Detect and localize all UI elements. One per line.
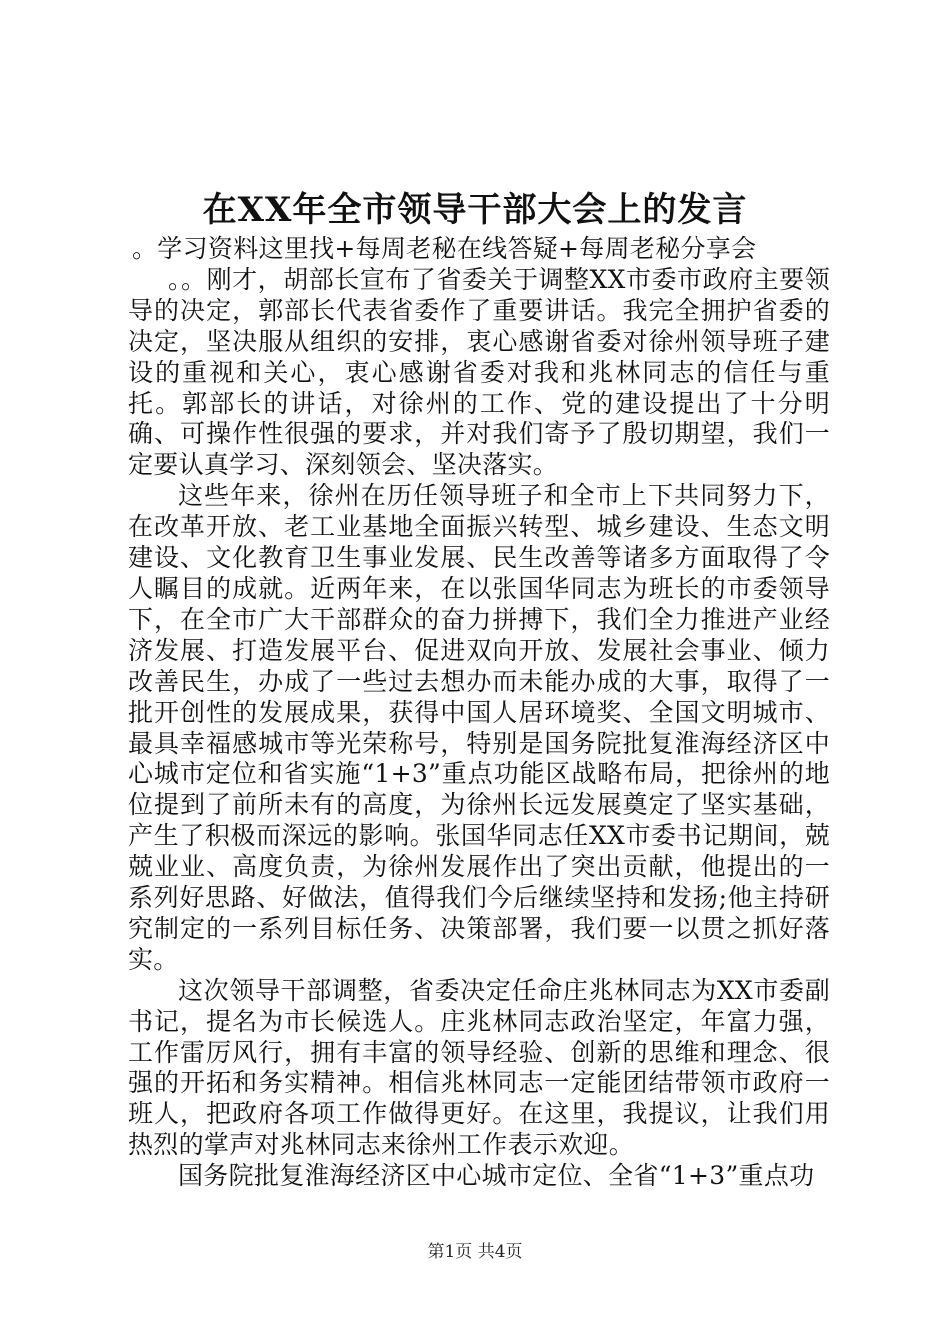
paragraph-1: 。。刚才，胡部长宣布了省委关于调整XX市委市政府主要领导的决定，郭部长代表省委作了重要讲话。我完全拥护省委的决定，坚决服从组织的安排，衷心感谢省委对徐州领导班子建设的重视和关心，衷心感谢省委对我和兆林同志的信任与重托。郭部长的讲话，对徐州的工作、党的建设提出了十分明确、可操作性很强的要求，并对我们寄予了殷切期望，我们一定要认真学习、深刻领会、坚决落实。 [128, 264, 830, 480]
paragraph-intro: 。学习资料这里找+每周老秘在线答疑+每周老秘分享会 [132, 234, 757, 263]
page-number-footer: 第1页 共4页 [427, 1242, 523, 1262]
document-body [128, 234, 830, 1192]
paragraph-3: 这次领导干部调整，省委决定任命庄兆林同志为XX市委副书记，提名为市长候选人。庄兆林同志政治坚定，年富力强，工作雷厉风行，拥有丰富的领导经验、创新的思维和理念、很强的开拓和务实精神。相信兆林同志一定能团结带领市政府一班人，把政府各项工作做得更好。在这里，我提议，让我们用热烈的掌声对兆林同志来徐州工作表示欢迎。 [128, 975, 830, 1160]
paragraph-2: 这些年来，徐州在历任领导班子和全市上下共同努力下，在改革开放、老工业基地全面振兴转型、城乡建设、生态文明建设、文化教育卫生事业发展、民生改善等诸多方面取得了令人瞩目的成就。近两年来，在以张国华同志为班长的市委领导下，在全市广大干部群众的奋力拼搏下，我们全力推进产业经济发展、打造发展平台、促进双向开放、发展社会事业、倾力改善民生，办成了一些过去想办而未能办成的大事，取得了一批开创性的发展成果，获得中国人居环境奖、全国文明城市、最具幸福感城市等光荣称号，特别是国务院批复淮海经济区中心城市定位和省实施“1+3”重点功能区战略布局，把徐州的地位提到了前所未有的高度，为徐州长远发展奠定了坚实基础，产生了积极而深远的影响。张国华同志任XX市委书记期间，兢兢业业、高度负责，为徐州发展作出了突出贡献，他提出的一系列好思路、好做法，值得我们今后继续坚持和发扬;他主持研究制定的一系列目标任务、决策部署，我们要一以贯之抓好落实。 [128, 481, 830, 974]
document-title: 在XX年全市领导干部大会上的发言 [202, 190, 748, 230]
paragraph-4: 国务院批复淮海经济区中心城市定位、全省“1+3”重点功 [178, 1161, 815, 1191]
